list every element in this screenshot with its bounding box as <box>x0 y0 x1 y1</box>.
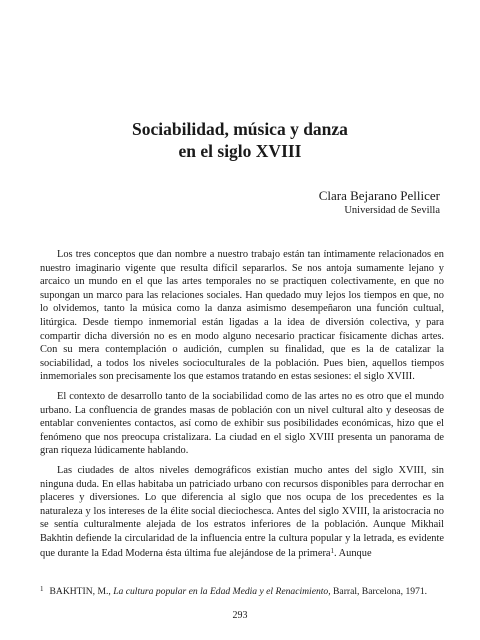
footnote-publisher: , Barral, Barcelona, 1971. <box>328 586 428 597</box>
footnote-mark: 1 <box>40 585 44 593</box>
paragraph-2: El contexto de desarrollo tanto de la sociabilidad como de las artes no es otro que el mundo urbano. La confluencia de grandes masas de población con un nivel cultural alto y deseosas de entablar convenientes contactos, así como de exhibir sus posibilidades económicas, hizo que el fenómeno que nos preocupa cristalizara. La ciudad en el siglo XVIII presenta un panorama de gran riqueza lúdicamente hablando. <box>40 390 444 457</box>
article-body <box>40 248 444 567</box>
title-line-1: Sociabilidad, música y danza <box>132 119 348 139</box>
paragraph-3 <box>40 464 444 561</box>
paragraph-1: Los tres conceptos que dan nombre a nuestro trabajo están tan íntimamente relacionados en nuestro imaginario vigente que resulta difícil separarlos. Se nos antoja sumamente lejano y arcaico un mundo en el que las artes temporales no se practiquen colectivamente, en que no supongan un marco para las relaciones sociales. Han quedado muy lejos los tiempos en que, no lo olvidemos, tanto la música como la danza asimismo desempeñaron una función cultual, litúrgica. Desde tiempo inmemorial están ligadas a la idea de diversión colectiva, y para compartir dicha diversión no es en modo alguno necesario practicar físicamente dichas artes. Con su mera contemplación o audición, cumplen su finalidad, que es la de catalizar la sociabilidad, a todos los niveles socioculturales de la población. Pues bien, aquellos tiempos inmemoriales son precisamente los que estamos tratando en estas sesiones: el siglo XVIII. <box>40 249 444 383</box>
author-name: Clara Bejarano Pellicer <box>318 188 440 203</box>
footnote-reference[interactable]: 1 <box>330 547 335 556</box>
paragraph-3-tail: . Aunque <box>334 548 372 560</box>
paragraph-3-text: Las ciudades de altos niveles demográficos existían mucho antes del siglo XVIII, sin ninguna duda. En ellas habitaba un patriciado urbano con recursos disponibles para derrochar en placeres y diversiones. Lo que diferencia al siglo que nos ocupa de los precedentes es la naturaleza y los intereses de la élite social dieciochesca. Antes del siglo XVIII, la aristocracia no se sentía culturalmente alejada de los estratos inferiores de la población. Aunque Mikhail Bakhtin defiende la circularidad de la influencia entre la cultura popular y la letrada, es evidente que durante la Edad Moderna ésta última fue alejándose de la primera <box>40 464 444 560</box>
footnote-1 <box>40 583 444 598</box>
page-number: 293 <box>232 610 248 621</box>
footnote-work-title: La cultura popular en la Edad Media y el Renacimiento <box>113 586 329 597</box>
article-title <box>0 118 480 162</box>
footnote-author: BAKHTIN, M., <box>49 586 111 597</box>
author-affiliation: Universidad de Sevilla <box>344 205 440 216</box>
title-line-2: en el siglo XVIII <box>178 141 302 161</box>
